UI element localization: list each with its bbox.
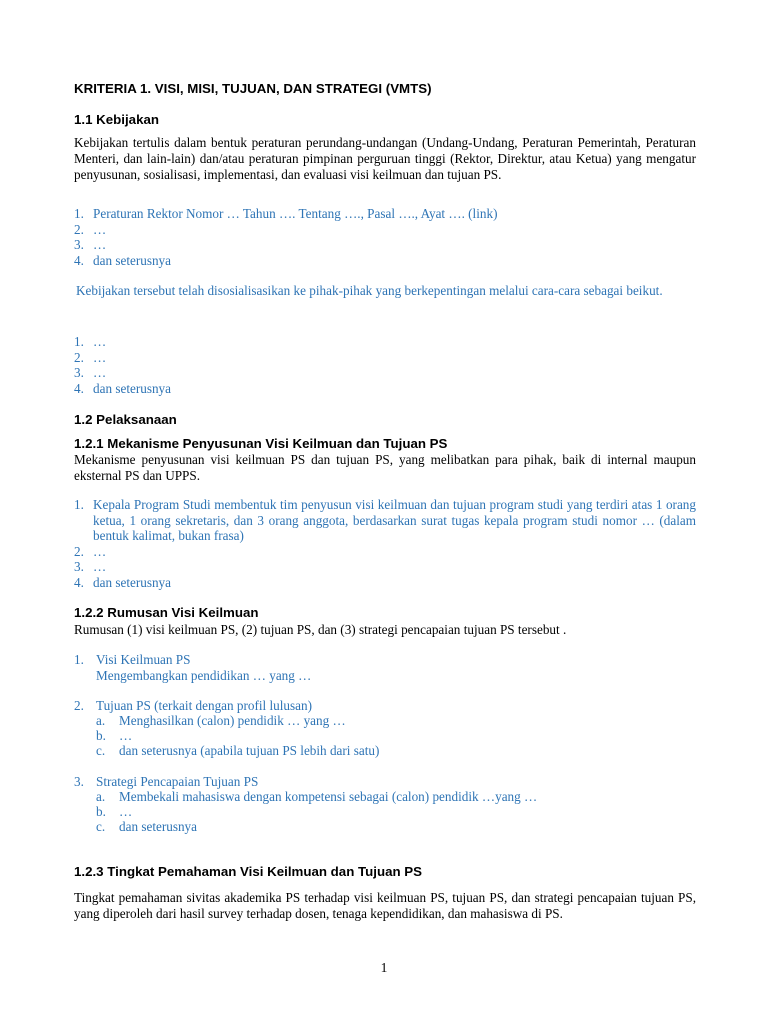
- paragraph-sosialisasi: Kebijakan tersebut telah disosialisasikan ke pihak-pihak yang berkepentingan melalui cara-cara sebagai beikut.: [76, 283, 663, 298]
- list-item: 4. dan seterusnya: [74, 380, 171, 396]
- paragraph-kebijakan: Kebijakan tertulis dalam bentuk peraturan perundang-undangan (Undang-Undang, Peraturan Pemerintah, Peraturan Menteri, dan lain-lain) dan/atau peraturan pimpinan perguruan tinggi (Rektor, Direktur, atau Ketua) yang mengatur penyusunan, sosialisasi, implementasi, dan evaluasi visi keilmuan dan tujuan PS.: [74, 135, 696, 182]
- paragraph-pemahaman: Tingkat pemahaman sivitas akademika PS terhadap visi keilmuan PS, tujuan PS, dan strategi pencapaian tujuan PS, yang diperoleh dari hasil survey terhadap dosen, tenaga kependidikan, dan mahasiswa di PS.: [74, 890, 696, 921]
- list-mekanisme: [74, 497, 696, 590]
- list-item: 4. dan seterusnya: [74, 574, 171, 590]
- heading-1-1: 1.1 Kebijakan: [74, 112, 159, 127]
- paragraph-mekanisme: Mekanisme penyusunan visi keilmuan PS dan tujuan PS, yang melibatkan para pihak, baik di internal maupun eksternal PS dan UPPS.: [74, 452, 696, 483]
- list-item: 1. Peraturan Rektor Nomor … Tahun …. Tentang …., Pasal …., Ayat …. (link): [74, 206, 498, 221]
- heading-1-2-2: 1.2.2 Rumusan Visi Keilmuan: [74, 605, 259, 620]
- list-item: 1. …: [74, 334, 107, 349]
- list-item: 2. …: [74, 349, 107, 365]
- list-item: 4. dan seterusnya: [74, 252, 171, 268]
- list-item: 3. …: [74, 365, 107, 380]
- heading-1-2-3: 1.2.3 Tingkat Pemahaman Visi Keilmuan dan Tujuan PS: [74, 864, 423, 879]
- list-item: 3. …: [74, 559, 107, 574]
- heading-1-2: 1.2 Pelaksanaan: [74, 412, 177, 427]
- list-item: 1. Kepala Program Studi membentuk tim penyusun visi keilmuan dan tujuan program studi yang terdiri atas 1 orang ketua, 1 orang sekretaris, dan 3 orang anggota, berdasarkan surat tugas kepala program studi nomor … (dalam bentuk kalimat, bukan frasa): [74, 497, 696, 543]
- page-title: KRITERIA 1. VISI, MISI, TUJUAN, DAN STRATEGI (VMTS): [74, 81, 432, 96]
- heading-1-2-1: 1.2.1 Mekanisme Penyusunan Visi Keilmuan dan Tujuan PS: [74, 436, 448, 451]
- list-sosialisasi: [74, 334, 696, 396]
- list-peraturan: [74, 206, 696, 268]
- list-item: 2. …: [74, 221, 107, 237]
- list-item: 3. …: [74, 237, 107, 252]
- document-page: KRITERIA 1. VISI, MISI, TUJUAN, DAN STRATEGI (VMTS) 1.1 Kebijakan Kebijakan tertulis dalam bentuk peraturan perundang-undangan (Undang-Undang, Peraturan Pemerintah, Peraturan Menteri, dan lain-lain) dan/atau peraturan pimpinan perguruan tinggi (Rektor, Direktur, atau Ketua) yang mengatur penyusunan, sosialisasi, implementasi, dan evaluasi visi keilmuan dan tujuan PS. 1. Peraturan Rektor Nomor … Tahun …. Tentang …., Pasal …., Ayat …. (link) 2. … 3. … 4. dan seterusnya Kebijakan tersebut telah disosialisasikan ke pihak-pihak yang berkepentingan melalui cara-cara sebagai beikut. 1. … 2. … 3. … 4. dan seterusnya 1.2 Pelaksanaan 1.2.1 Mekanisme Penyusunan Visi Keilmuan dan Tujuan PS Mekanisme penyusunan visi keilmuan PS dan tujuan PS, yang melibatkan para pihak, baik di internal maupun eksternal PS dan UPPS. 1. Kepala Program Studi membentuk tim penyusun visi keilmuan dan tujuan program studi yang terdiri atas 1 orang ketua, 1 orang sekretaris, dan 3 orang anggota, berdasarkan surat tugas kepala program studi nomor … (dalam bentuk kalimat, bukan frasa) 2. … 3. … 4. dan seterusnya 1.2.2 Rumusan Visi Keilmuan Rumusan (1) visi keilmuan PS, (2) tujuan PS, dan (3) strategi pencapaian tujuan PS tersebut . 1. Visi Keilmuan PS Mengembangkan pendidikan … yang … 2. Tujuan PS (terkait dengan profil lulusan) a. Menghasilkan (calon) pendidik … yang … b. … c. dan seterusnya (apabila tujuan PS lebih dari satu) 3. Strategi Pencapaian Tujuan PS a. Membekali mahasiswa dengan kompetensi sebagai (calon) pendidik …yang … b. … c. dan seterusnya 1.2.3 Tingkat Pemahaman Visi Keilmuan dan Tujuan PS Tingkat pemahaman sivitas akademika PS terhadap visi keilmuan PS, tujuan PS, dan strategi pencapaian tujuan PS, yang diperoleh dari hasil survey terhadap dosen, tenaga kependidikan, dan mahasiswa di PS. 1: [74, 81, 696, 975]
- page-number: 1: [380, 960, 388, 975]
- paragraph-rumusan: Rumusan (1) visi keilmuan PS, (2) tujuan PS, dan (3) strategi pencapaian tujuan PS tersebut .: [74, 622, 567, 637]
- list-item: 2. …: [74, 543, 107, 559]
